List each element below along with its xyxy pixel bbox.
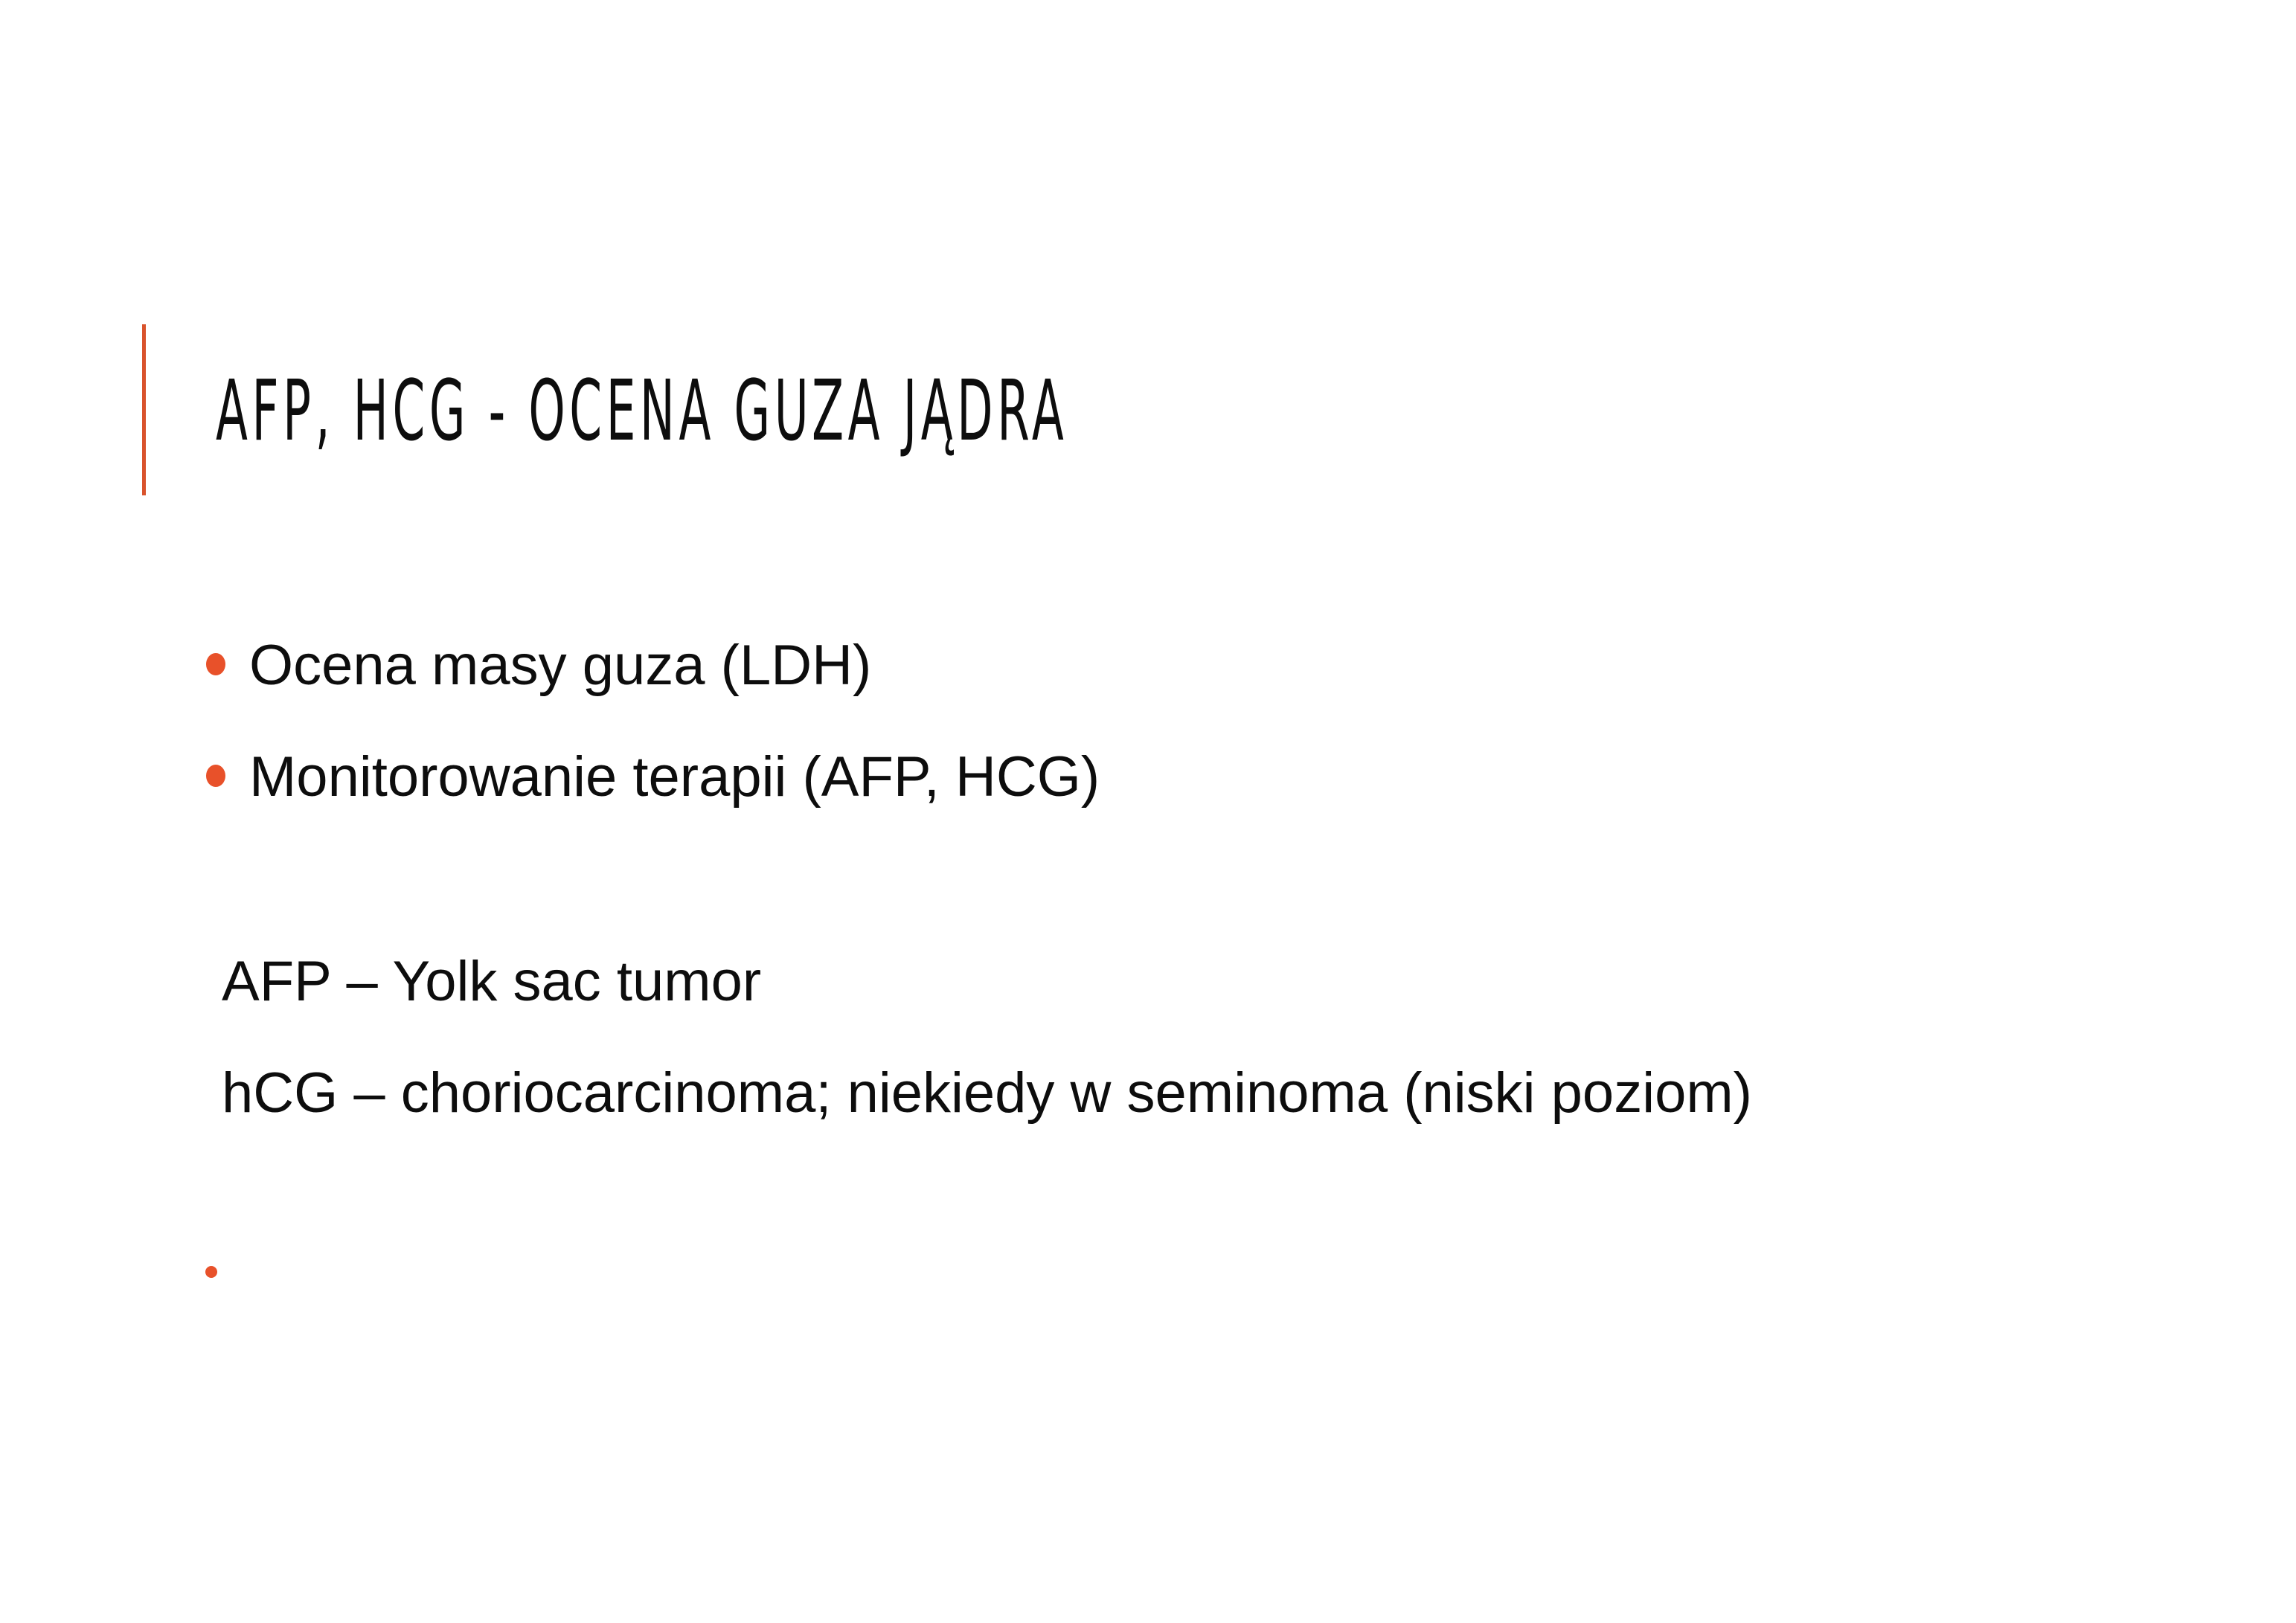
bullet-item (205, 721, 1100, 833)
body-line-afp: AFP – Yolk sac tumor (222, 950, 762, 1013)
slide-title: AFP, HCG - OCENA GUZA JĄDRA (216, 363, 1068, 460)
bullet-text: Ocena masy guza (LDH) (249, 634, 872, 697)
empty-bullet-dot-icon (205, 1266, 217, 1278)
bullet-dot-icon (206, 765, 225, 787)
title-accent-bar (142, 324, 146, 495)
bullet-text: Monitorowanie terapii (AFP, HCG) (249, 745, 1100, 809)
bullet-list (205, 610, 1100, 833)
body-line-hcg: hCG – choriocarcinoma; niekiedy w seminoma (niski poziom) (222, 1061, 1752, 1125)
bullet-dot-icon (206, 653, 225, 675)
bullet-item (205, 610, 1100, 721)
